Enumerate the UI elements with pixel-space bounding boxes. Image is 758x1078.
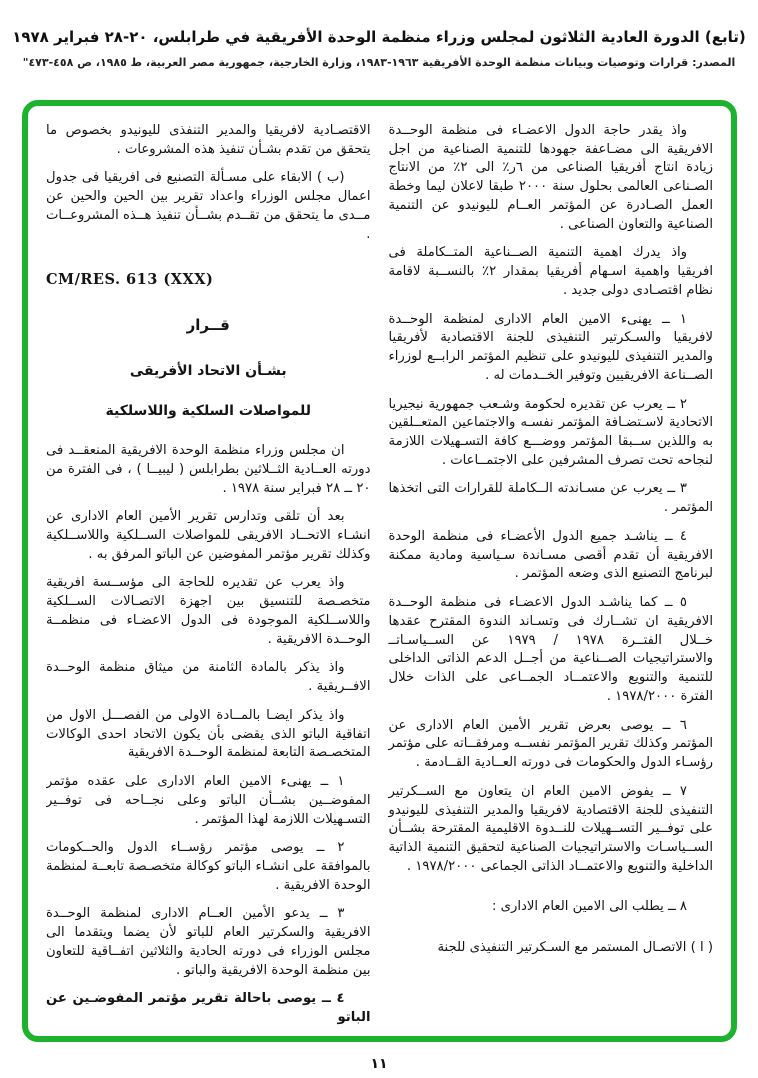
numbered-paragraph-3: ٣ ــ يدعو الأمين العــام الادارى لمنظمة الوحــدة الافريقية والسكرتير العام للباتو لأن يضما ويتقدما الى مجلس الوزراء فى دورته الحادية والثلاثين اتفــاقية للتعاون بين منظمة الوحدة الافريقية والباتو . [46,906,371,978]
resolution-subtitle-2: للمواصلات السلكية واللاسلكية [105,403,311,420]
page-header [0,28,758,69]
paragraph: واذ يذكر ايضـا بالمــادة الاولى من الفصـــل الاول من اتفاقية الباتو الذى يقضى بأن يكون الاتحاد احدى الوكالات المتخصـصة التابعة لمنظمة الوحــدة الافريقية [46,707,371,761]
resolution-subtitle-1: بشـأن الاتحاد الأفريقى [129,363,287,380]
page-number: ١١ [370,1056,388,1072]
numbered-paragraph-1: ١ ــ يهنىء الامين العام الادارى على عقده مؤتمر المفوضــين بشــأن الباتو وعلى نجــاحه فى توفــير التسـهيلات اللازمة لهذا المؤتمر . [46,774,371,827]
numbered-paragraph-2: ٢ ــ يعرب عن تقديره لحكومة وشـعب جمهورية نيجيريا الاتحادية لاسـتضـافة المؤتمر نفسـه والاجتماعين المتعــلقين به واللذين ســبقا المؤتمر ووضـــع كافة التسـهيلات اللازمة لنجاحه تحت تصرف المشرفين على الاجتمــاعات . [388,396,713,468]
sub-item-a: ( ا ) الاتصـال المستمر مع السـكرتير التنفيذى للجنة [437,940,713,956]
green-border-box [22,100,737,1042]
resolution-title-block [46,315,371,422]
header-title: (تابع) الدورة العادية الثلاثون لمجلس وزراء منظمة الوحدة الأفريقية في طرابلس، ٢٠-٢٨ فبراير ١٩٧٨ [12,28,746,46]
numbered-paragraph-8: ٨ ــ يطلب الى الامين العام الادارى : [492,899,687,915]
paragraph: بعد أن تلقى وتدارس تقرير الأمين العام الادارى عن انشـاء الاتحــاد الافريقى للمواصلات الســلكية واللاســلكية وكذلك تقرير مؤتمر المفوضين عن الباتو المرفق به . [46,509,371,562]
paragraph: ان مجلس وزراء منظمة الوحدة الافريقية المنعقــد فى دورته العــادية الثــلاثين بطرابلس ( ليبيــا ) ، فى الفترة من ٢٠ ــ ٢٨ فبراير سنة ١٩٧٨ . [46,443,371,496]
header-source-line: المصدر: قرارات وتوصيات وبيانات منظمة الوحدة الأفريقية ١٩٦٣-١٩٨٣، وزارة الخارجية، جمهورية مصر العربية، ط ١٩٨٥، ص ٤٥٨-٤٧٣" [22,56,736,69]
paragraph-continuation: الاقتصـادية لافريقيا والمدير التنفذى لليونيدو بخصوص ما يتحقق من تقدم بشـأن تنفيذ هذه المشروعات . [46,123,371,157]
numbered-paragraph-3: ٣ ــ يعرب عن مسـاندته الــكاملة للقرارات التى اتخذها المؤتمر . [388,481,713,516]
numbered-paragraph-4-bold: ٤ ــ يوصى باحالة تقرير مؤتمر المفوضـين عن الباتو [46,991,371,1026]
paragraph: واذ يذكر بالمادة الثامنة من ميثاق منظمة الوحــدة الافــريقية . [46,660,371,695]
paragraph: واذ يعرب عن تقديره للحاجة الى مؤســسة افريقية متخصـصة للتنسيق بين اجهزة الاتصـالات الســلكية واللاســلكية الموجودة فى الدول الاعضـاء فى منظمــة الوحــدة الافريقية . [46,575,371,647]
numbered-paragraph-2: ٢ ــ يوصى مؤتمر رؤســاء الدول والحــكومات بالموافقة على انشـاء الباتو كوكالة متخصـصة تابعــة لمنظمة الوحدة الافريقية . [46,840,371,893]
numbered-paragraph-7: ٧ ــ يفوض الامين العام ان يتعاون مع الســكرتير التنفيذى للجنة الاقتصادية لافريقيا والمدير التنفيذى لليونيدو على توفــير التســهيلات للنــدوة الاقليمية المقترحة بشــأن الســياسـات والاستراتيجيات الصناعية لتحقيق التنمية الذاتية الداخلية والتنويع والاعتمــاد الذاتى الجماعى ١٩٧٨/٢٠٠٠ . [388,783,713,874]
two-column-layout [46,122,713,1026]
column-left [46,122,371,1026]
numbered-paragraph-5: ٥ ــ كما يناشـد الدول الاعضـاء فى منظمة الوحــدة الافريقية ان تشــارك فى وتسـاند الندوة المقترح عقدها خــلال الفتــرة ١٩٧٨ / ١٩٧٩ عن الســياسـاتــ والاستراتيجيات الصــناعية من أجــل الدعم الذاتى الداخلى للتنمية والتنويع والاعتمــاد الجمــاعى على الذات خلال الفترة ١٩٧٨/٢٠٠٠ . [388,595,713,704]
resolution-title: قــرار [186,315,230,334]
resolution-number: CM/RES. 613 (XXX) [46,271,214,289]
numbered-paragraph-1: ١ ــ يهنىء الامين العام الادارى لمنظمة الوحــدة لافريقيا والسـكرتير التنفيذى للجنة الاقتصادية لأفريقيا والمدير التنفيذى لليونيدو على تنظيم المؤتمر الرابــع لوزراء الصــناعة الافريقيين وتوفير الخــدمات له . [388,311,713,383]
column-right [389,122,714,1026]
sub-item-b: (ب ) الابقاء على مسـألة التصنيع فى افريقيا فى جدول اعمال مجلس الوزراء واعداد تقرير بين الحين والحين عن مــدى ما يتحقق من تقــدم بشــأن تنفيذ هــذه المشروعــات . [46,170,371,242]
numbered-paragraph-4: ٤ ــ يناشـد جميع الدول الأعضـاء فى منظمة الوحدة الافريقية أن تقدم أقصى مسـاندة سـياسية ومادية ممكنة لبرنامج التصنيع الذى وضعه المؤتمر . [388,528,713,582]
paragraph: واذ يقدر حاجة الدول الاعضـاء فى منظمة الوحــدة الافريقية الى مضـاعفة جهودها للتنمية الصناعية من اجل زيادة انتاج أفريقيا الصناعى من ٦ر٪ الى ٢٪ من الانتاج الصـناعى العالمى بحلول سنة ٢٠٠٠ طبقا لاعلان ليما وخطة العمل الصـادرة عن المؤتمر العــام لليونيدو عن التنمية الصناعية والتعاون الصناعى . [388,123,713,232]
paragraph: واذ يدرك اهمية التنمية الصــناعية المتــكاملة فى افريقيا واهمية اسـهام أفريقيا بمقدار ٢٪ بالنســبة لاقامة نظام اقتصـادى دولى جديد . [388,245,713,298]
numbered-paragraph-6: ٦ ــ يوصى بعرض تقرير الأمين العام الادارى عن المؤتمر وكذلك تقرير المؤتمر نفســه ومرفقــاته على مؤتمر رؤسـاء الدول والحكومات فى دورته العــادية القــادمة . [388,717,713,771]
